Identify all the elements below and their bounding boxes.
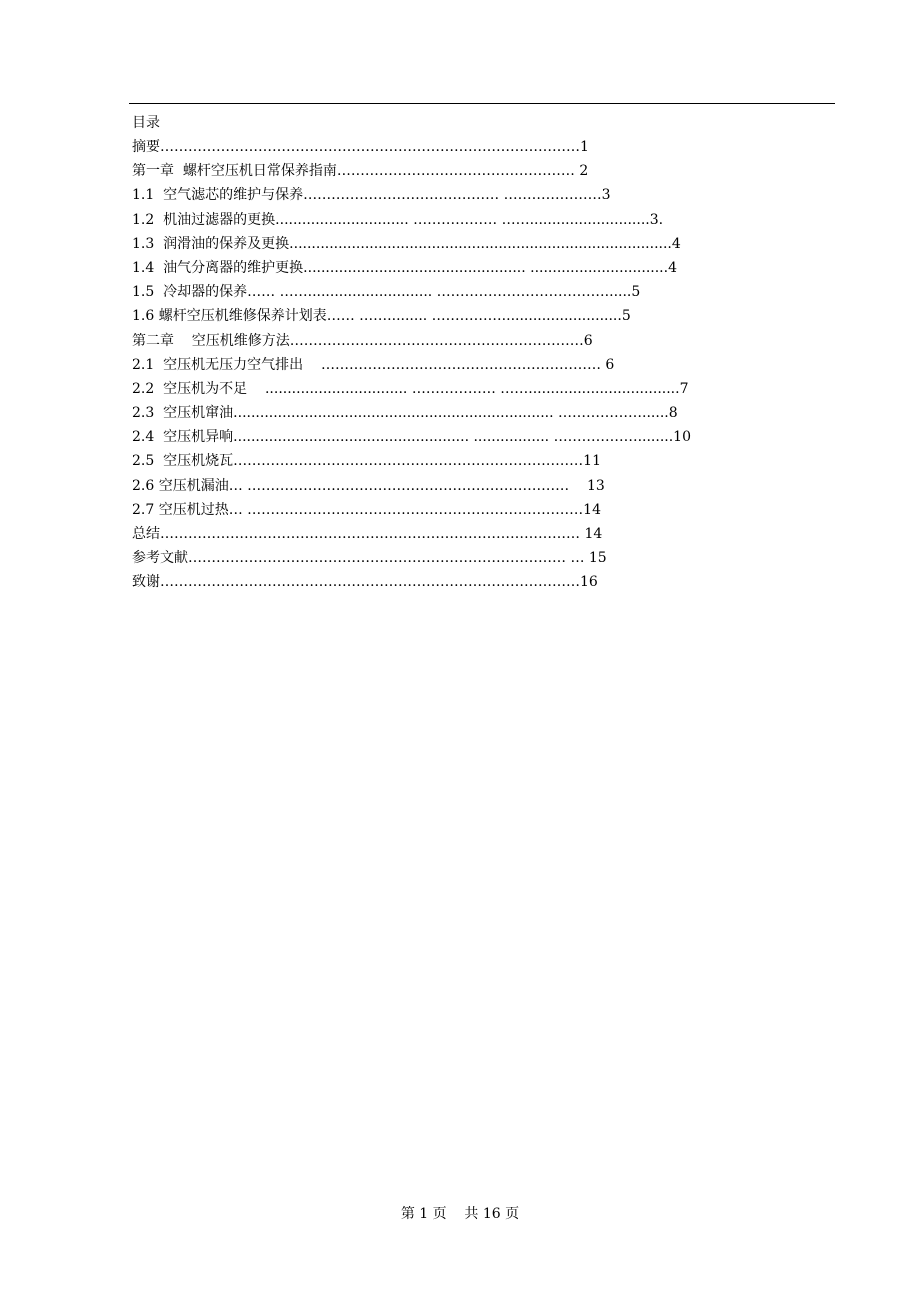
header-rule: [129, 103, 835, 104]
toc-entry-chapter-1[interactable]: 第一章 螺杆空压机日常保养指南…………………………………………… 2: [132, 163, 589, 180]
toc-entry-1-3[interactable]: 1.3 润滑油的保养及更换......................................................................................4: [132, 235, 681, 252]
toc-entry-2-2[interactable]: 2.2 空压机为不足 ................................ ……………… ……..................................7: [132, 380, 689, 397]
toc-entry-summary[interactable]: 总结……………………………………………………………………………… 14: [132, 526, 603, 542]
toc-entry-2-5[interactable]: 2.5 空压机烧瓦…………………………………………………………………11: [132, 453, 601, 470]
toc-entry-chapter-2[interactable]: 第二章 空压机维修方法………………………………………………………6: [132, 332, 593, 349]
toc-entry-1-6[interactable]: 1.6 螺杆空压机维修保养计划表…… ……......... ……………...........................5: [132, 308, 631, 325]
toc-entry-2-1[interactable]: 2.1 空压机无压力空气排出 …………………………………………………… 6: [132, 356, 615, 373]
toc-entry-acknowledgements[interactable]: 致谢………………………………………………………………………………16: [132, 574, 598, 591]
toc-title: 目录: [132, 115, 160, 131]
toc-entry-1-4[interactable]: 1.4 油气分离器的维护更换.................................................. ...............................4: [132, 259, 677, 276]
toc-entry-abstract[interactable]: 摘要………………………………………………………………………………1: [132, 139, 589, 155]
toc-entry-2-3[interactable]: 2.3 空压机窜油........................................................................ ………………......8: [132, 405, 678, 422]
toc-entry-1-5[interactable]: 1.5 冷却器的保养…… ……............................ ………………………………......5: [132, 284, 641, 301]
toc-entry-1-1[interactable]: 1.1 空气滤芯的维护与保养…………………………………… …………………3: [132, 187, 611, 204]
table-of-contents: [132, 111, 692, 595]
page-footer: 第 1 页 共 16 页: [400, 1206, 520, 1222]
toc-entry-1-2[interactable]: 1.2 机油过滤器的更换.............................. ……………… ……...........................3.: [132, 211, 664, 228]
toc-entry-references[interactable]: 参考文献……………………………………………………………………… … 15: [132, 550, 607, 567]
toc-entry-2-6[interactable]: 2.6 空压机漏油… …………………………………………………………… 13: [132, 477, 605, 494]
toc-entry-2-4[interactable]: 2.4 空压机异响..................................................... ................. ………………........10: [132, 429, 691, 446]
toc-entry-2-7[interactable]: 2.7 空压机过热… ………………………………………………………………14: [132, 501, 601, 518]
